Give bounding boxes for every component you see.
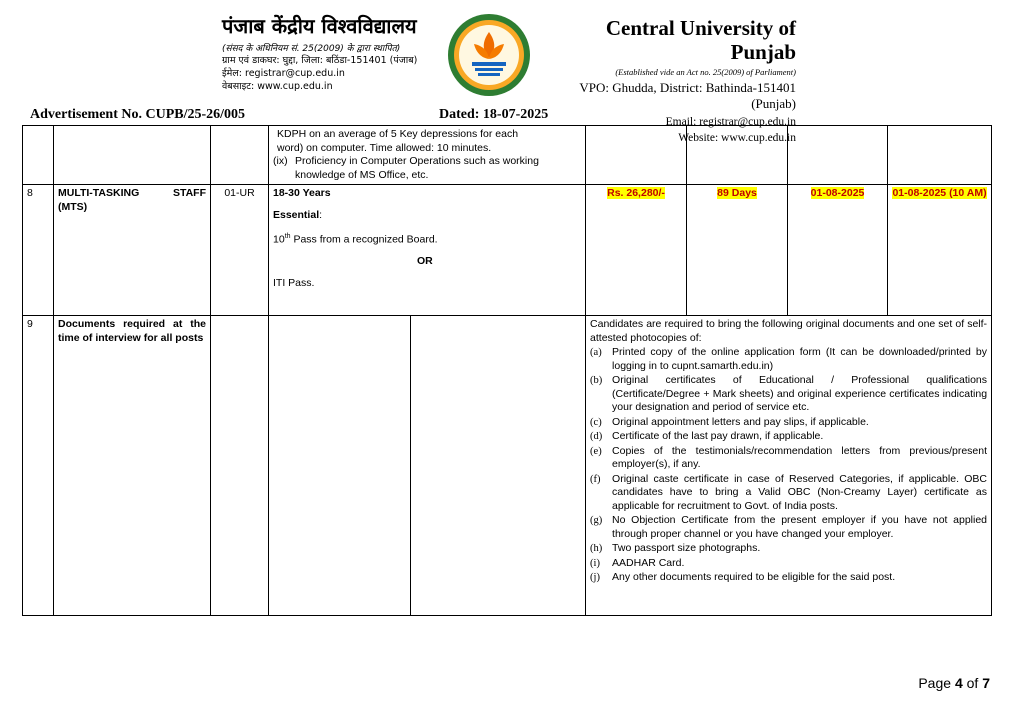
list-text: Any other documents required to be eligible for the said post. (612, 571, 896, 583)
hindi-website: वेबसाइट: www.cup.edu.in (222, 81, 333, 92)
list-item (273, 155, 581, 182)
pay-amount: Rs. 26,280/- (607, 187, 665, 199)
serial-number: 8 (23, 185, 54, 316)
hindi-establishment-note: (संसद के अधिनियम सं. 25(2009) के द्वारा स्थापित) (222, 44, 401, 54)
pay-cell (586, 185, 687, 316)
duration-cell (687, 185, 788, 316)
list-text: Certificate of the last pay drawn, if applicable. (612, 430, 824, 442)
list-number: (b) (590, 375, 603, 386)
list-item (590, 542, 987, 556)
skill-line: KDPH on an average of 5 Key depressions for each (277, 128, 519, 140)
contract-duration: 89 Days (717, 187, 757, 199)
list-number: (e) (590, 445, 602, 457)
skill-line: word) on computer. Time allowed: 10 minutes. (277, 141, 492, 154)
list-item (590, 416, 987, 430)
list-item (590, 557, 987, 571)
list-text: Original caste certificate in case of Reserved Categories, if applicable. OBC candidates have to bring a Valid OBC (Non-Creamy Layer) certificate as applicable for recruitment to Govt. of India posts. (612, 472, 988, 512)
date-cell (788, 185, 888, 316)
documents-intro: Candidates are required to bring the following original documents and one set of self-attested photocopies of: (590, 318, 988, 344)
page-number: Page 4 of 7 (918, 675, 990, 691)
date-time-cell (888, 185, 992, 316)
list-item (590, 430, 987, 444)
essential-label: Essential (273, 208, 320, 221)
list-number: (f) (590, 473, 601, 485)
age-limit: 18-30 Years (273, 187, 331, 199)
list-number: (d) (590, 431, 603, 442)
list-number: (i) (590, 557, 600, 569)
hindi-header (222, 14, 447, 93)
list-item (590, 571, 987, 585)
reporting-date-time: 01-08-2025 (10 AM) (892, 187, 987, 199)
list-text: Original certificates of Educational / Professional qualifications (Certificate/Degree + Mark sheets) and original experience certificates indicating your designation and period of service etc. (612, 374, 988, 413)
list-text: Copies of the testimonials/recommendation letters from previous/present employer(s), if any. (612, 444, 988, 470)
hindi-university-title: पंजाब केंद्रीय विश्वविद्यालय (222, 14, 417, 38)
list-item (590, 374, 987, 415)
english-university-title: Central University of Punjab (605, 16, 796, 64)
hindi-email: ईमेल: registrar@cup.edu.in (222, 68, 345, 79)
english-address: VPO: Ghudda, District: Bathinda-151401 (Punjab) (579, 80, 796, 111)
interview-date: 01-08-2025 (810, 187, 865, 199)
university-logo (446, 12, 532, 98)
table-row-documents (23, 316, 992, 616)
list-text: Proficiency in Computer Operations such as working knowledge of MS Office, etc. (295, 155, 539, 181)
serial-number: 9 (23, 316, 54, 616)
english-website: Website: www.cup.edu.in (678, 132, 796, 144)
documents-title: Documents required at the time of interview for all posts (54, 316, 211, 616)
advertisement-date: Dated: 18-07-2025 (439, 107, 549, 122)
posts-table (22, 125, 992, 616)
list-number: (h) (590, 543, 603, 554)
list-text: Printed copy of the online application form (It can be downloaded/printed by logging in to cupnt.samarth.edu.in) (612, 346, 988, 372)
documents-list-cell (586, 316, 992, 616)
list-number: (g) (590, 515, 603, 526)
alternate-qualification: ITI Pass. (273, 276, 315, 289)
list-text: Original appointment letters and pay slips, if applicable. (612, 415, 869, 428)
list-number: (ix) (273, 155, 288, 167)
list-text: Two passport size photographs. (612, 542, 761, 554)
qualification-text: 10th Pass from a recognized Board. (273, 233, 438, 246)
list-text: AADHAR Card. (612, 556, 685, 569)
list-number: (c) (590, 416, 602, 428)
table-row-continued (23, 126, 992, 185)
list-item (590, 514, 987, 541)
hindi-address: ग्राम एवं डाकघर: घुद्दा, जिला: बठिंडा-151401 (पंजाब) (222, 55, 418, 66)
english-email: Email: registrar@cup.edu.in (665, 116, 796, 128)
english-establishment-note: (Established vide an Act no. 25(2009) of Parliament) (615, 67, 796, 77)
documents-list (590, 346, 987, 585)
list-item (590, 445, 987, 472)
list-item (590, 473, 987, 514)
continued-skill-text (269, 126, 586, 185)
eligibility-cell: 18-30 Years Essential: 10th Pass from a recognized Board. OR ITI Pass. (269, 185, 586, 316)
list-item (590, 346, 987, 373)
list-number: (j) (590, 572, 600, 583)
list-number: (a) (590, 347, 602, 358)
advertisement-number: Advertisement No. CUPB/25-26/005 (30, 107, 246, 122)
vacancy-count: 01-UR (211, 185, 269, 316)
table-row-mts (23, 185, 992, 316)
or-separator: OR (417, 255, 433, 267)
list-text: No Objection Certificate from the present employer if you have not applied through proper channel or you have changed your employer. (612, 514, 988, 540)
post-name: MULTI-TASKING STAFF (MTS) (54, 185, 211, 316)
